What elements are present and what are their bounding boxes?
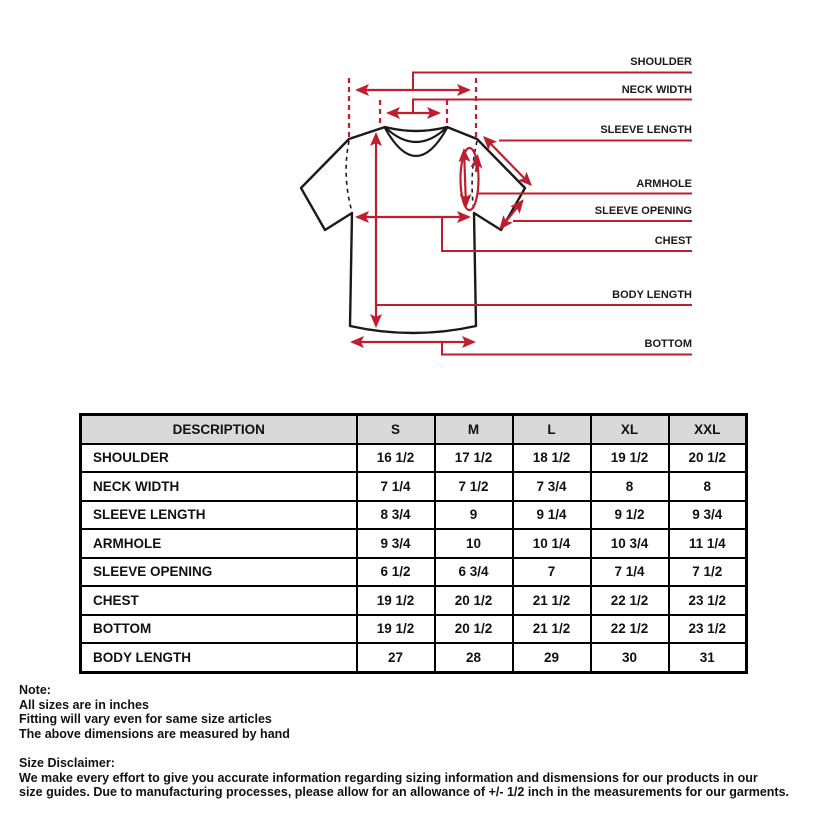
diagram-label-neck-width: NECK WIDTH (621, 84, 692, 96)
diagram-label-bottom: BOTTOM (644, 338, 692, 350)
cell-value: 19 1/2 (591, 444, 669, 473)
header-size-m: M (435, 415, 513, 444)
size-diagram (0, 0, 825, 400)
cell-value: 20 1/2 (435, 615, 513, 644)
cell-value: 29 (513, 643, 591, 672)
cell-value: 31 (669, 643, 747, 672)
cell-value: 30 (591, 643, 669, 672)
cell-value: 27 (357, 643, 435, 672)
header-size-xl: XL (591, 415, 669, 444)
cell-value: 9 1/2 (591, 501, 669, 530)
header-size-xxl: XXL (669, 415, 747, 444)
table-row (81, 615, 747, 644)
cell-value: 9 (435, 501, 513, 530)
table-row (81, 501, 747, 530)
cell-value: 7 3/4 (513, 472, 591, 501)
diagram-label-armhole: ARMHOLE (636, 178, 692, 190)
row-label: CHEST (81, 586, 357, 615)
row-label: NECK WIDTH (81, 472, 357, 501)
diagram-label-sleeve-length: SLEEVE LENGTH (600, 124, 692, 136)
row-label: ARMHOLE (81, 529, 357, 558)
table-row (81, 472, 747, 501)
cell-value: 19 1/2 (357, 615, 435, 644)
row-label: SLEEVE OPENING (81, 558, 357, 587)
diagram-label-sleeve-opening: SLEEVE OPENING (594, 205, 692, 217)
table-header-row (81, 415, 747, 444)
cell-value: 7 1/4 (357, 472, 435, 501)
table-row (81, 643, 747, 672)
spacer (19, 741, 789, 756)
cell-value: 22 1/2 (591, 615, 669, 644)
cell-value: 20 1/2 (669, 444, 747, 473)
table-row (81, 444, 747, 473)
tshirt-outline (301, 127, 525, 333)
note-line: All sizes are in inches (19, 697, 149, 712)
cell-value: 17 1/2 (435, 444, 513, 473)
cell-value: 9 1/4 (513, 501, 591, 530)
diagram-label-body-length: BODY LENGTH (612, 289, 692, 301)
cell-value: 10 1/4 (513, 529, 591, 558)
cell-value: 11 1/4 (669, 529, 747, 558)
table-row (81, 529, 747, 558)
row-label: SHOULDER (81, 444, 357, 473)
header-size-s: S (357, 415, 435, 444)
size-chart-table (79, 413, 748, 674)
cell-value: 10 3/4 (591, 529, 669, 558)
cell-value: 8 (591, 472, 669, 501)
row-label: BODY LENGTH (81, 643, 357, 672)
cell-value: 20 1/2 (435, 586, 513, 615)
row-label: BOTTOM (81, 615, 357, 644)
cell-value: 18 1/2 (513, 444, 591, 473)
table-row (81, 586, 747, 615)
cell-value: 22 1/2 (591, 586, 669, 615)
cell-value: 8 3/4 (357, 501, 435, 530)
cell-value: 10 (435, 529, 513, 558)
note-line: Fitting will vary even for same size articles (19, 712, 272, 727)
cell-value: 7 (513, 558, 591, 587)
cell-value: 9 3/4 (357, 529, 435, 558)
cell-value: 6 1/2 (357, 558, 435, 587)
cell-value: 21 1/2 (513, 615, 591, 644)
cell-value: 23 1/2 (669, 586, 747, 615)
disclaimer-line: We make every effort to give you accurate information regarding sizing information and dismensions for our products in our (19, 770, 758, 785)
cell-value: 7 1/2 (435, 472, 513, 501)
header-size-l: L (513, 415, 591, 444)
tshirt-measurement-illustration (0, 0, 825, 400)
cell-value: 19 1/2 (357, 586, 435, 615)
note-heading: Note: (19, 683, 51, 697)
note-line: The above dimensions are measured by hand (19, 726, 290, 741)
cell-value: 16 1/2 (357, 444, 435, 473)
cell-value: 21 1/2 (513, 586, 591, 615)
footer-notes (19, 683, 789, 800)
cell-value: 6 3/4 (435, 558, 513, 587)
cell-value: 7 1/2 (669, 558, 747, 587)
diagram-label-chest: CHEST (654, 235, 692, 247)
cell-value: 7 1/4 (591, 558, 669, 587)
table-row (81, 558, 747, 587)
disclaimer-heading: Size Disclaimer: (19, 755, 115, 770)
cell-value: 8 (669, 472, 747, 501)
cell-value: 9 3/4 (669, 501, 747, 530)
disclaimer-line: size guides. Due to manufacturing processes, please allow for an allowance of +/- 1/2 inch in the measurements for our garments. (19, 785, 789, 800)
cell-value: 23 1/2 (669, 615, 747, 644)
header-description: DESCRIPTION (81, 415, 357, 444)
cell-value: 28 (435, 643, 513, 672)
row-label: SLEEVE LENGTH (81, 501, 357, 530)
diagram-label-shoulder: SHOULDER (630, 56, 692, 68)
